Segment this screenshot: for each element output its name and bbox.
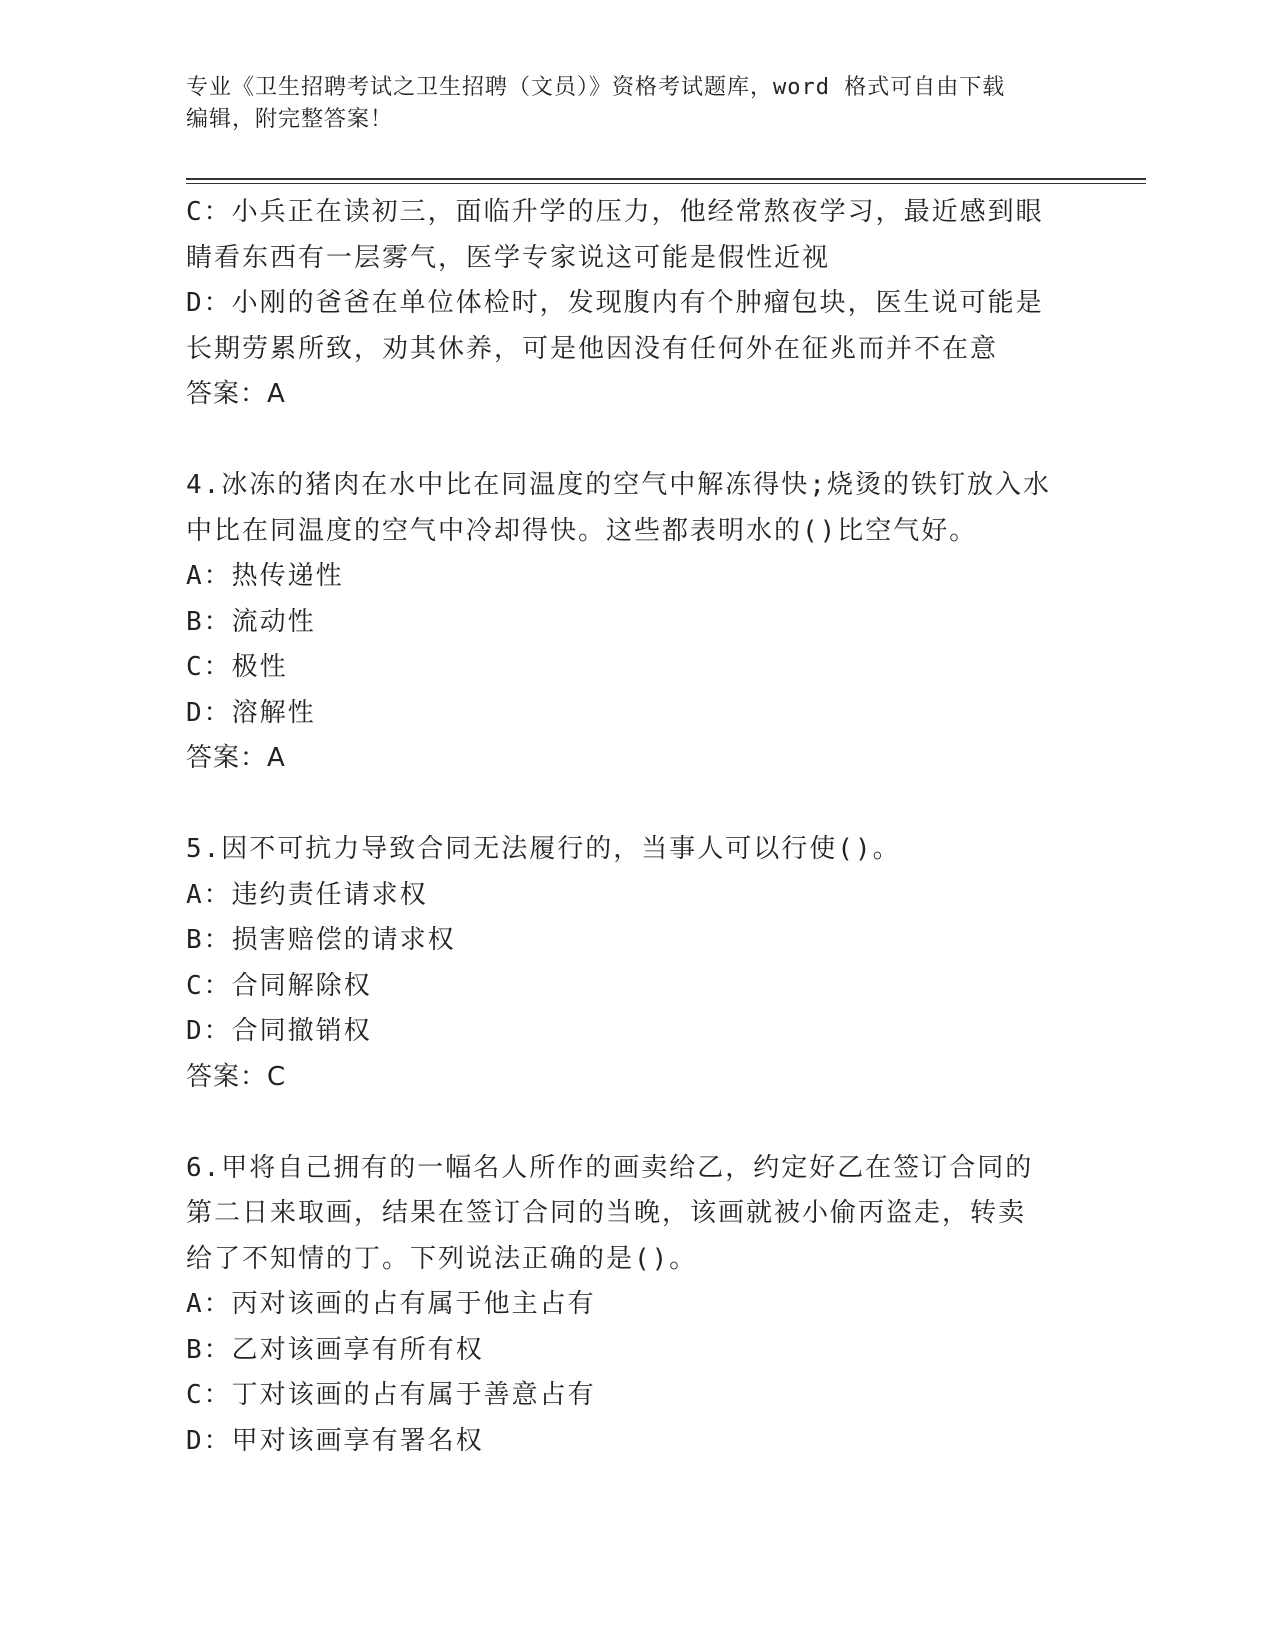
q3-option-c-line-1: C：小兵正在读初三，面临升学的压力，他经常熬夜学习，最近感到眼 xyxy=(186,197,1044,227)
q4-option-c: C：极性 xyxy=(186,652,288,682)
document-header xyxy=(186,72,1066,136)
q5-option-d: D：合同撤销权 xyxy=(186,1016,372,1046)
spacer xyxy=(186,1100,1086,1146)
question-6 xyxy=(186,1146,1086,1465)
q4-option-d: D：溶解性 xyxy=(186,697,316,728)
header-rule-thick xyxy=(186,178,1146,180)
q6-option-c: C：丁对该画的占有属于善意占有 xyxy=(186,1380,596,1410)
spacer xyxy=(186,418,1086,464)
q5-option-a: A：违约责任请求权 xyxy=(186,879,428,910)
q4-stem-line-1: 4.冰冻的猪肉在水中比在同温度的空气中解冻得快;烧烫的铁钉放入水 xyxy=(186,470,1051,500)
q4-option-b: B：流动性 xyxy=(186,606,316,637)
q4-stem-line-2: 中比在同温度的空气中冷却得快。这些都表明水的()比空气好。 xyxy=(186,515,978,546)
spacer xyxy=(186,782,1086,828)
header-line-1: 专业《卫生招聘考试之卫生招聘（文员）》资格考试题库，word 格式可自由下载 xyxy=(186,75,1006,100)
q6-option-b: B：乙对该画享有所有权 xyxy=(186,1334,484,1365)
q5-stem: 5.因不可抗力导致合同无法履行的，当事人可以行使()。 xyxy=(186,834,901,864)
q6-option-a: A：丙对该画的占有属于他主占有 xyxy=(186,1289,596,1319)
q6-option-d: D：甲对该画享有署名权 xyxy=(186,1425,484,1456)
q3-option-c-line-2: 睛看东西有一层雾气，医学专家说这可能是假性近视 xyxy=(186,242,831,273)
header-rule-thin xyxy=(186,183,1146,184)
q3-option-d-line-1: D：小刚的爸爸在单位体检时，发现腹内有个肿瘤包块，医生说可能是 xyxy=(186,288,1044,318)
q6-stem-line-1: 6.甲将自己拥有的一幅名人所作的画卖给乙，约定好乙在签订合同的 xyxy=(186,1152,1034,1183)
header-line-2: 编辑，附完整答案！ xyxy=(186,107,394,132)
question-content xyxy=(186,190,1086,1464)
q6-stem-line-2: 第二日来取画，结果在签订合同的当晚，该画就被小偷丙盗走，转卖 xyxy=(186,1198,1027,1228)
q5-option-c: C：合同解除权 xyxy=(186,970,372,1001)
q5-answer: 答案：C xyxy=(186,1061,287,1092)
question-3 xyxy=(186,190,1086,418)
q5-option-b: B：损害赔偿的请求权 xyxy=(186,925,456,955)
q6-stem-line-3: 给了不知情的丁。下列说法正确的是()。 xyxy=(186,1243,698,1274)
q4-answer: 答案：A xyxy=(186,743,286,773)
q4-option-a: A：热传递性 xyxy=(186,561,344,591)
q3-option-d-line-2: 长期劳累所致，劝其休养，可是他因没有任何外在征兆而并不在意 xyxy=(186,333,999,364)
question-4 xyxy=(186,463,1086,782)
question-5 xyxy=(186,827,1086,1100)
q3-answer: 答案：A xyxy=(186,379,286,409)
